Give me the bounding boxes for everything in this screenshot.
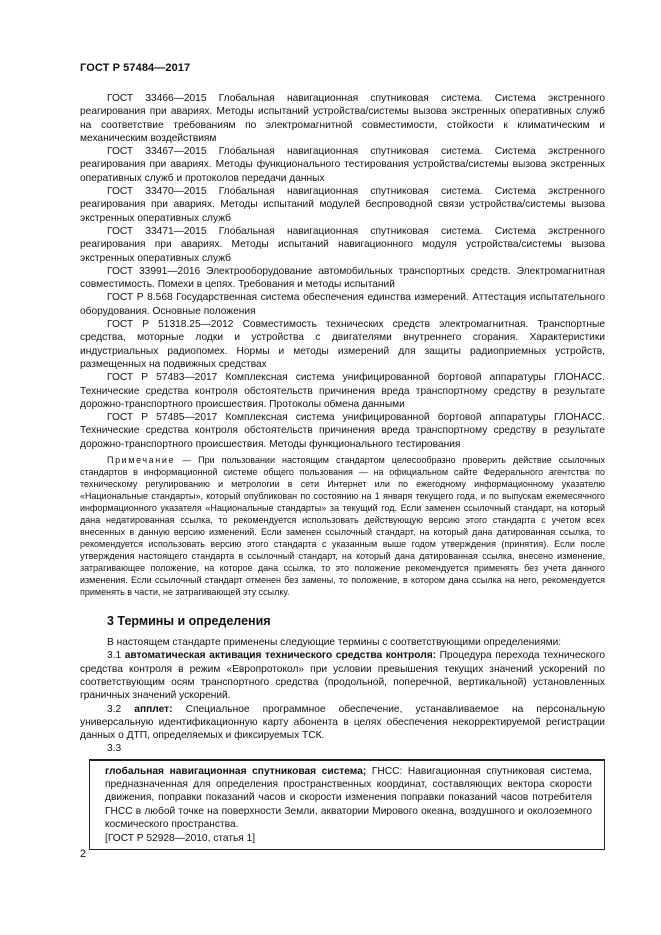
term-name: автоматическая активация технического средства контроля: — [124, 650, 437, 662]
reference-item: ГОСТ 33466—2015 Глобальная навигационная спутниковая система. Система экстренного реагирования при авариях. Методы испытаний устройства/системы вызова экстренных оперативных служб на соответствие требованиям по электромагнитной совместимости, стойкости к климатическим и механическим воздействиям — [80, 93, 605, 144]
reference-item: ГОСТ 33471—2015 Глобальная навигационная спутниковая система. Система экстренного реагирования при авариях. Методы испытаний навигационного модуля устройства/системы вызова экстренных оперативных служб — [80, 225, 605, 264]
reference-item: ГОСТ Р 8.568 Государственная система обеспечения единства измерений. Аттестация испытательного оборудования. Основные положения — [80, 292, 605, 317]
document-header: ГОСТ Р 57484—2017 — [80, 62, 191, 74]
term-3-2 — [80, 703, 605, 743]
note-paragraph — [80, 454, 605, 598]
term-definition: Процедура перехода технического средства контроля в режим «Европротокол» при условии превышения текущих значений ускорений по соответствующим осям транспортного средства (продольной, поперечной, вертикальной) установленных граничных значений ускорений. — [80, 650, 605, 702]
term-number: 3.1 — [107, 650, 125, 662]
reference-item: ГОСТ 33470—2015 Глобальная навигационная спутниковая система. Система экстренного реагирования при авариях. Методы испытаний модулей беспроводной связи устройства/системы вызова экстренных оперативных служб — [80, 186, 605, 224]
reference-item: ГОСТ Р 51318.25—2012 Совместимость технических средств электромагнитная. Транспортные средства, моторные лодки и устройства с двигателями внутреннего сгорания. Характеристики индустриальных радиопомех. Нормы и методы измерений для защиты радиоприемных устройств, размещенных на подвижных средствах — [80, 319, 605, 370]
section-intro: В настоящем стандарте применены следующие термины с соответствующими определениями: — [107, 637, 562, 649]
term-3-3-number: 3.3 — [107, 743, 122, 755]
reference-item: ГОСТ 33467—2015 Глобальная навигационная спутниковая система. Система экстренного реагирования при авариях. Методы функционального тестирования устройства/системы вызова экстренных оперативных служб и протоколов передачи данных — [80, 146, 605, 184]
term-definition: ГНСС: Навигационная спутниковая система, предназначенная для определения пространственных координат, составляющих вектора скорости движения, поправки показаний часов и скорости изменения поправки показаний часов потребителя ГНСС в любой точке на поверхности Земли, акватории Мирового океана, воздушного и околоземного космического пространства. — [105, 765, 592, 830]
term-3-3 — [105, 765, 592, 831]
reference-item: ГОСТ Р 57485—2017 Комплексная система унифицированной бортовой аппаратуры ГЛОНАСС. Технические средства контроля обстоятельств причинения вреда транспортному средству в результате дорожно-транспортного происшествия. Методы функционального тестирования — [80, 412, 605, 450]
page-number: 2 — [80, 848, 87, 860]
section-title: 3 Термины и определения — [107, 614, 271, 629]
reference-item: ГОСТ Р 57483—2017 Комплексная система унифицированной бортовой аппаратуры ГЛОНАСС. Технические средства контроля обстоятельств причинения вреда транспортному средству в результате дорожно-транспортного происшествия. Протоколы обмена данными — [80, 372, 605, 410]
term-source: [ГОСТ Р 52928—2010, статья 1] — [105, 833, 256, 845]
references-block — [80, 92, 605, 850]
term-name: апплет: — [134, 703, 173, 715]
note-text: — При пользовании настоящим стандартом целесообразно проверить действие ссылочных стандартов в информационной системе общего пользования — на официальном сайте Федерального агентства по техническому регулированию и метрологии в сети Интернет или по ежегодному информационному указателю «Национальные стандарты», который опубликован по состоянию на 1 января текущего года, и по выпускам ежемесячного информационного указателя «Национальные стандарты» за текущий год. Если заменен ссылочный стандарт, на который дана недатированная ссылка, то рекомендуется использовать действующую версию этого стандарта с учетом всех внесенных в данную версию изменений. Если заменен ссылочный стандарт, на который дана датированная ссылка, то рекомендуется использовать версию этого стандарта с указанным выше годом утверждения (принятия). Если после утверждения настоящего стандарта в ссылочный стандарт, на который дана датированная ссылка, внесено изменение, затрагивающее положение, на которое дана ссылка, то это положение рекомендуется применять без учета данного изменения. Если ссылочный стандарт отменен без замены, то положение, в котором дана ссылка на него, рекомендуется применять в части, не затрагивающей эту ссылку. — [80, 455, 605, 598]
term-3-3-box — [89, 759, 605, 851]
reference-item: ГОСТ 33991—2016 Электрооборудование автомобильных транспортных средств. Электромагнитная совместимость. Помехи в цепях. Требования и методы испытаний — [80, 265, 605, 291]
term-name: глобальная навигационная спутниковая система; — [105, 765, 367, 777]
term-number: 3.2 — [107, 703, 135, 715]
note-label: Примечание — [107, 455, 176, 466]
term-definition: Специальное программное обеспечение, устанавливаемое на персональную универсальную идентификационную карту абонента в целях обеспечения некорректируемой регистрации данных о ДТП, определяемых и фиксируемых ТСК. — [80, 703, 606, 742]
term-3-1 — [80, 649, 605, 702]
